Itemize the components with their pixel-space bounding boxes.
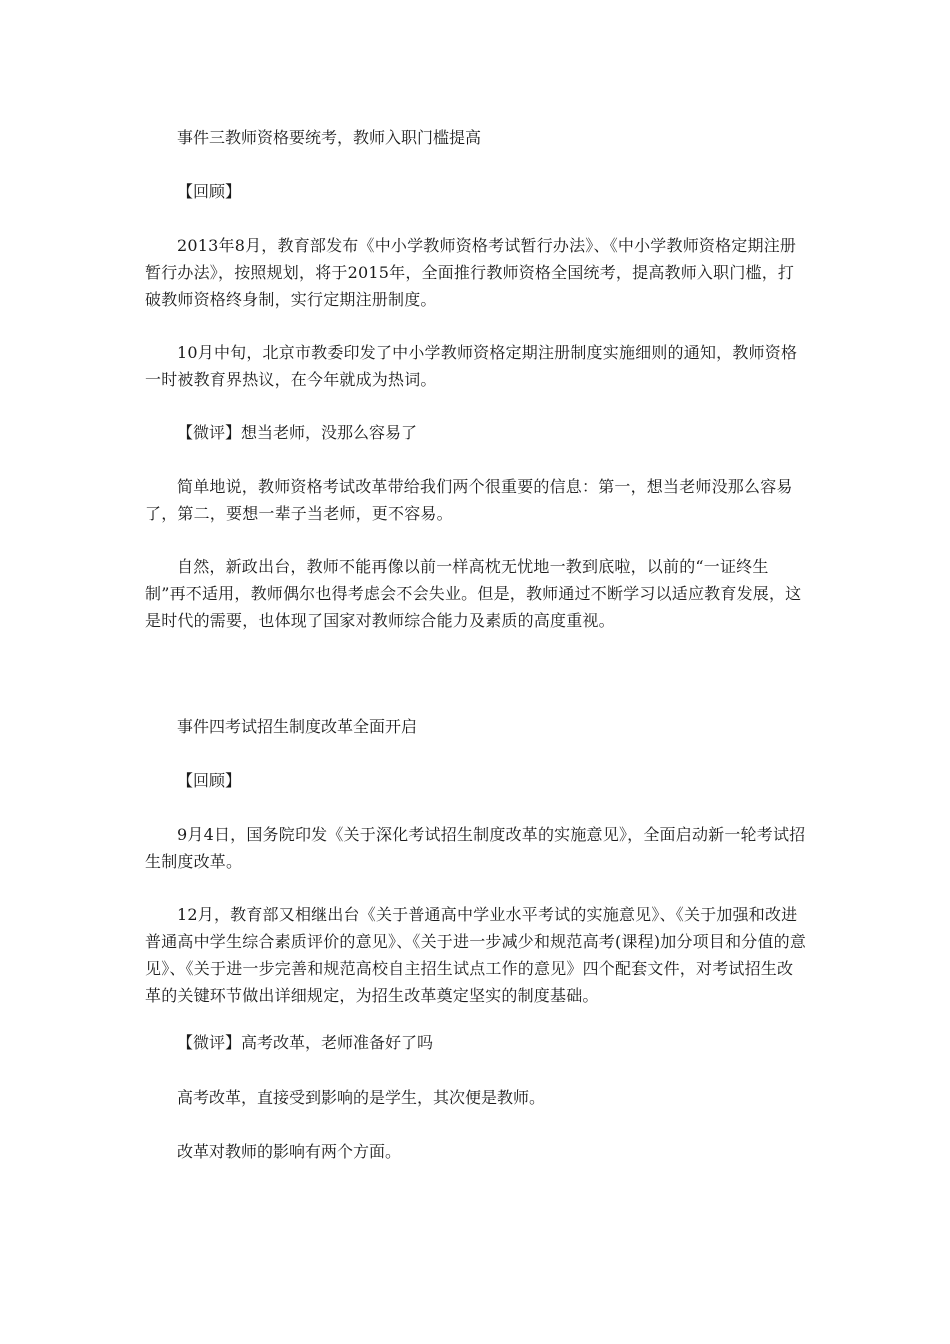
event4-paragraph-2: 12月，教育部又相继出台《关于普通高中学业水平考试的实施意见》、《关于加强和改进普通高中学生综合素质评价的意见》、《关于进一步减少和规范高考(课程)加分项目和分值的意见》、《关于进一步完善和规范高校自主招生试点工作的意见》四个配套文件，对考试招生改革的关键环节做出详细规定，为招生改革奠定坚实的制度基础。	[145, 905, 807, 1005]
event4-comment-label: 【微评】高考改革，老师准备好了吗	[177, 1033, 434, 1052]
event3-review-label: 【回顾】	[177, 182, 242, 201]
event4-paragraph-3: 高考改革，直接受到影响的是学生，其次便是教师。	[177, 1088, 546, 1107]
event4-title: 事件四考试招生制度改革全面开启	[177, 717, 418, 736]
event3-title: 事件三教师资格要统考，教师入职门槛提高	[177, 128, 482, 147]
event3-paragraph-3: 简单地说，教师资格考试改革带给我们两个很重要的信息：第一，想当老师没那么容易了，第二，要想一辈子当老师，更不容易。	[145, 477, 793, 523]
event4-paragraph-4: 改革对教师的影响有两个方面。	[177, 1142, 402, 1161]
event4-review-label: 【回顾】	[177, 771, 242, 790]
event3-paragraph-1: 2013年8月，教育部发布《中小学教师资格考试暂行办法》、《中小学教师资格定期注册暂行办法》，按照规划，将于2015年，全面推行教师资格全国统考，提高教师入职门槛，打破教师资格终身制，实行定期注册制度。	[145, 236, 797, 309]
event4-paragraph-1: 9月4日，国务院印发《关于深化考试招生制度改革的实施意见》，全面启动新一轮考试招生制度改革。	[145, 825, 806, 871]
event3-comment-label: 【微评】想当老师，没那么容易了	[177, 423, 418, 442]
event3-paragraph-4: 自然，新政出台，教师不能再像以前一样高枕无忧地一教到底啦，以前的“一证终生制”再不适用，教师偶尔也得考虑会不会失业。但是，教师通过不断学习以适应教育发展，这是时代的需要，也体现了国家对教师综合能力及素质的高度重视。	[145, 557, 802, 630]
event3-paragraph-2: 10月中旬，北京市教委印发了中小学教师资格定期注册制度实施细则的通知，教师资格一时被教育界热议，在今年就成为热词。	[145, 343, 798, 389]
